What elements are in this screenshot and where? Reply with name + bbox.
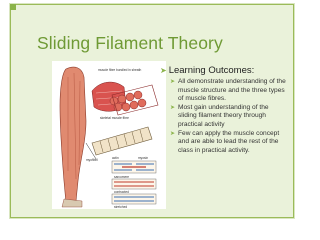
- label-skeletal-fibre: skeletal muscle fibre: [100, 116, 129, 120]
- bullet-icon: ➤: [170, 79, 176, 85]
- outcome-text: Most gain understanding of the sliding filament theory through practical activity: [178, 103, 269, 128]
- label-actin: actin: [112, 156, 119, 160]
- label-myosin: myosin: [138, 156, 149, 160]
- list-item: [170, 130, 288, 156]
- label-fibre-bundle: muscle fibre bundled in sheath: [98, 68, 142, 72]
- learning-outcomes-list: [170, 78, 288, 155]
- learning-outcomes-heading: [160, 65, 254, 76]
- bullet-icon: ➤: [170, 130, 176, 137]
- label-myofibril: myofibril: [86, 158, 98, 162]
- label-sarcomere: sarcomere: [114, 175, 130, 179]
- bullet-icon: ➤: [160, 66, 167, 75]
- list-item: [170, 78, 288, 104]
- label-contracted: contracted: [114, 190, 129, 194]
- bullet-icon: ➤: [170, 104, 176, 111]
- outcome-text: All demonstrate understanding of the muscle structure and the three types of muscle fibres.: [178, 78, 286, 103]
- outcome-text: Few can apply the muscle concept and are able to lead the rest of the class in practical activity.: [178, 129, 280, 154]
- slide-title: Sliding Filament Theory: [37, 33, 223, 53]
- list-item: [170, 104, 288, 130]
- muscle-structure-illustration: [52, 61, 166, 209]
- corner-accent: [10, 4, 16, 10]
- label-stretched: stretched: [114, 205, 128, 209]
- learning-outcomes-label: Learning Outcomes:: [168, 65, 255, 76]
